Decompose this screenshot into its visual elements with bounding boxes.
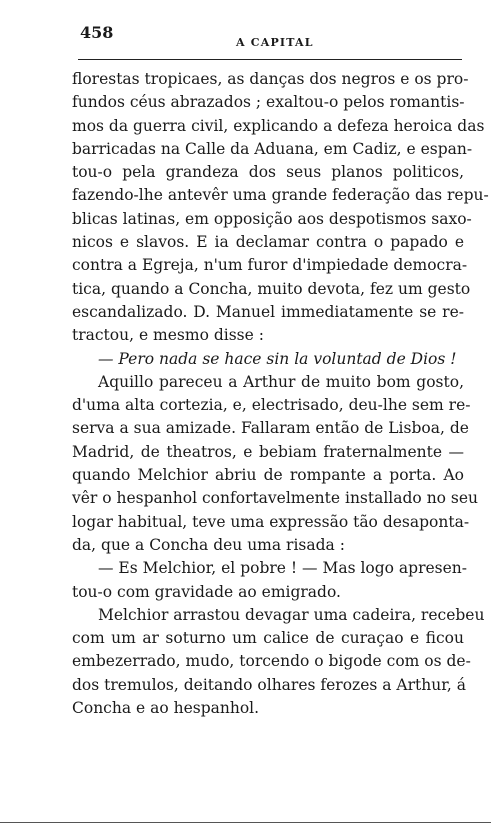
text-line: tou-o com gravidade ao emigrado. xyxy=(72,582,341,601)
text-line: escandalizado. D. Manuel immediatamente se re- xyxy=(72,302,464,321)
text-line: serva a sua amizade. Fallaram então de Lisboa, de xyxy=(72,419,469,438)
dialogue-line: — Es Melchior, el pobre ! — Mas logo apresen- xyxy=(98,559,468,578)
text-line: dos tremulos, deitando olhares ferozes a Arthur, á xyxy=(72,675,467,694)
text-line: embezerrado, mudo, torcendo o bigode com os de- xyxy=(72,652,471,671)
text-line: da, que a Concha deu uma risada : xyxy=(72,535,345,554)
running-title: A CAPITAL xyxy=(236,36,314,49)
text-line: quando Melchior abriu de rompante a porta. Ao xyxy=(72,466,464,485)
bottom-edge-rule xyxy=(0,822,491,823)
text-line: d'uma alta cortezia, e, electrisado, deu-lhe sem re- xyxy=(72,396,471,415)
text-line: tou-o pela grandeza dos seus planos politicos, xyxy=(72,163,464,182)
text-line: Concha e ao hespanhol. xyxy=(72,699,260,718)
text-line: nicos e slavos. E ia declamar contra o papado e xyxy=(72,233,464,252)
text-line: barricadas na Calle da Aduana, em Cadiz, e espan- xyxy=(72,139,473,158)
text-line: fundos céus abrazados ; exaltou-o pelos romantis- xyxy=(72,93,465,112)
text-line: tica, quando a Concha, muito devota, fez um gesto xyxy=(72,279,471,298)
text-line: tractou, e mesmo disse : xyxy=(72,326,264,345)
header-rule xyxy=(78,59,462,60)
text-line: vêr o hespanhol confortavelmente installado no seu xyxy=(72,489,479,508)
dialogue-line: — Pero nada se hace sin la voluntad de Dios ! xyxy=(98,349,457,368)
text-line: Madrid, de theatros, e bebiam fraternalmente — xyxy=(72,442,464,461)
text-line: contra a Egreja, n'um furor d'impiedade democra- xyxy=(72,256,468,275)
page-body xyxy=(72,68,489,720)
text-line: com um ar soturno um calice de curaçao e ficou xyxy=(72,629,464,648)
paragraph-start-line: Aquillo pareceu a Arthur de muito bom gosto, xyxy=(98,372,464,391)
text-line: logar habitual, teve uma expressão tão desapontа- xyxy=(72,512,470,531)
page-number: 458 xyxy=(80,23,114,42)
text-line: mos da guerra civil, explicando a defeza heroica das xyxy=(72,116,485,135)
text-line: blicas latinas, em opposição aos despotismos saxo- xyxy=(72,209,472,228)
text-line: florestas tropicaes, as danças dos negros e os pro- xyxy=(72,70,469,88)
paragraph-start-line: Melchior arrastou devagar uma cadeira, recebeu xyxy=(98,605,485,624)
text-line: fazendo-lhe antevêr uma grande federação das repu- xyxy=(72,186,489,205)
